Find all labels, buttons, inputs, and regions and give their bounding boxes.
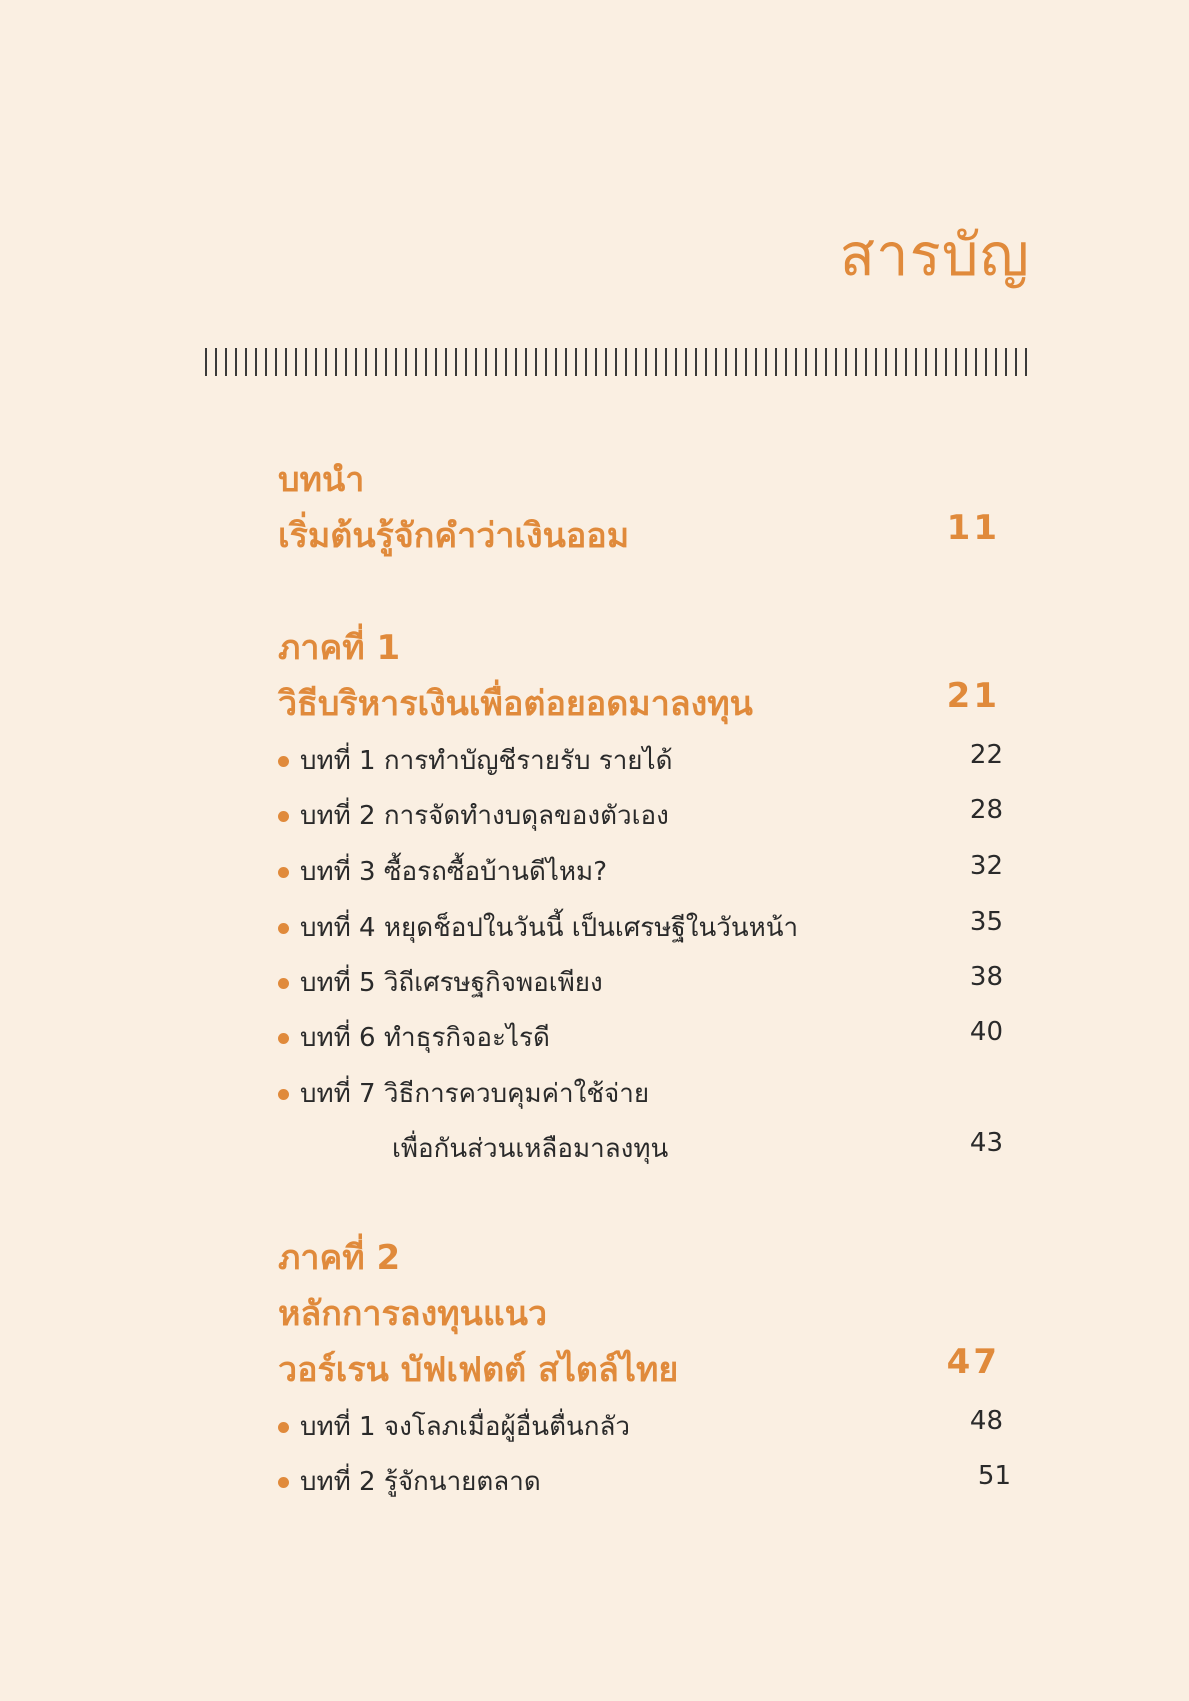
toc-item-continuation[interactable]	[278, 1128, 1003, 1168]
intro-page: 11	[946, 508, 1000, 548]
part2-title-line2: วอร์เรน บัฟเฟตต์ สไตล์ไทย	[278, 1350, 679, 1390]
chapter-page: 48	[969, 1406, 1003, 1436]
bullet-icon	[278, 1089, 289, 1100]
part1-page: 21	[946, 676, 1000, 716]
part2-page: 47	[946, 1342, 1000, 1382]
part1-title: วิธีบริหารเงินเพื่อต่อยอดมาลงทุน	[278, 684, 753, 724]
toc-item[interactable]	[278, 740, 1003, 780]
chapter-page: 51	[977, 1461, 1011, 1491]
part1-heading: ภาคที่ 1	[278, 628, 401, 668]
chapter-page: 22	[969, 740, 1003, 770]
page-title: สารบัญ	[839, 221, 1030, 289]
toc-item[interactable]	[278, 1461, 1011, 1501]
chapter-page: 32	[969, 851, 1003, 881]
toc-item[interactable]	[278, 1073, 1003, 1113]
toc-item[interactable]	[278, 851, 1003, 891]
bullet-icon	[278, 811, 289, 822]
toc-item[interactable]	[278, 1406, 1003, 1446]
chapter-label: บทที่ 5 วิถีเศรษฐกิจพอเพียง	[300, 968, 603, 998]
bullet-icon	[278, 978, 289, 989]
toc-item[interactable]	[278, 962, 1003, 1002]
chapter-page: 38	[969, 962, 1003, 992]
chapter-label: บทที่ 2 การจัดทำงบดุลของตัวเอง	[300, 801, 669, 831]
chapter-label-continuation: เพื่อกันส่วนเหลือมาลงทุน	[392, 1134, 669, 1164]
chapter-page: 35	[969, 907, 1003, 937]
toc-item[interactable]	[278, 1017, 1003, 1057]
part2-heading: ภาคที่ 2	[278, 1238, 401, 1278]
chapter-page: 28	[969, 795, 1003, 825]
bullet-icon	[278, 923, 289, 934]
chapter-label: บทที่ 1 การทำบัญชีรายรับ รายได้	[300, 746, 673, 776]
bullet-icon	[278, 867, 289, 878]
chapter-label: บทที่ 3 ซื้อรถซื้อบ้านดีไหม?	[300, 857, 607, 887]
chapter-label: บทที่ 2 รู้จักนายตลาด	[300, 1467, 541, 1497]
intro-heading: บทนำ	[278, 460, 365, 500]
toc-item[interactable]	[278, 907, 1003, 947]
bullet-icon	[278, 1477, 289, 1488]
bullet-icon	[278, 1033, 289, 1044]
intro-title: เริ่มต้นรู้จักคำว่าเงินออม	[278, 516, 630, 556]
toc-item[interactable]	[278, 795, 1003, 835]
chapter-label: บทที่ 6 ทำธุรกิจอะไรดี	[300, 1023, 550, 1053]
chapter-page: 40	[969, 1017, 1003, 1047]
chapter-label: บทที่ 1 จงโลภเมื่อผู้อื่นตื่นกลัว	[300, 1412, 631, 1442]
bullet-icon	[278, 1422, 289, 1433]
chapter-label: บทที่ 4 หยุดช็อปในวันนี้ เป็นเศรษฐีในวันหน้า	[300, 913, 799, 943]
chapter-label: บทที่ 7 วิธีการควบคุมค่าใช้จ่าย	[300, 1079, 650, 1109]
bullet-icon	[278, 756, 289, 767]
part2-title-line1: หลักการลงทุนแนว	[278, 1294, 548, 1334]
chapter-page: 43	[969, 1128, 1003, 1158]
decorative-rule	[205, 348, 1033, 376]
